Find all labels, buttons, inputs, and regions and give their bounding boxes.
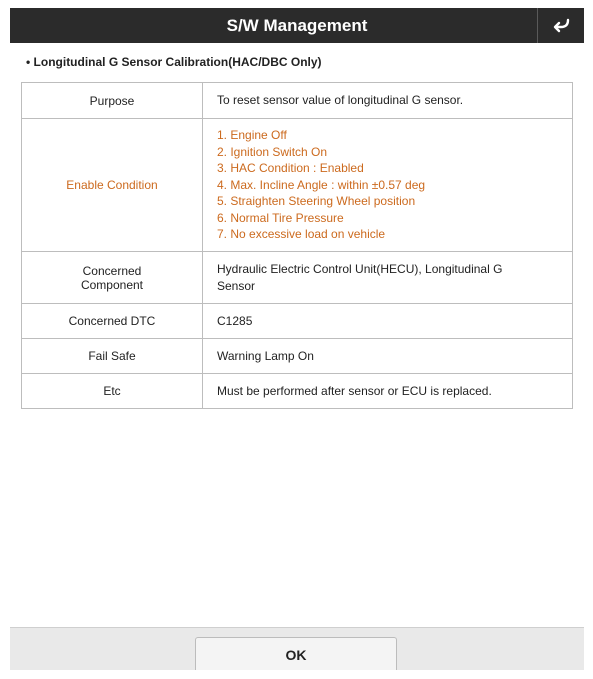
table-row-fail-safe <box>22 339 573 374</box>
row-value: C1285 <box>203 304 573 339</box>
row-label: Fail Safe <box>22 339 203 374</box>
row-label <box>22 252 203 304</box>
row-label: Enable Condition <box>22 119 203 252</box>
condition-item: 3. HAC Condition : Enabled <box>217 161 364 176</box>
row-value-line: Sensor <box>217 278 256 293</box>
condition-list <box>203 119 573 252</box>
table-row-purpose <box>22 83 573 119</box>
row-label: Etc <box>22 374 203 409</box>
section-title: • Longitudinal G Sensor Calibration(HAC/DBC Only) <box>26 55 322 69</box>
row-label: Concerned DTC <box>22 304 203 339</box>
condition-item: 6. Normal Tire Pressure <box>217 210 344 225</box>
back-button[interactable] <box>537 8 584 43</box>
row-value <box>203 252 573 304</box>
row-label-line: Component <box>80 277 144 292</box>
condition-item: 7. No excessive load on vehicle <box>217 227 386 242</box>
row-label-line: Concerned <box>82 263 142 278</box>
table-row-etc <box>22 374 573 409</box>
ok-button[interactable]: OK <box>195 637 397 670</box>
row-label: Purpose <box>22 83 203 119</box>
row-value: Warning Lamp On <box>203 339 573 374</box>
page-title: S/W Management <box>226 16 368 35</box>
table-row-enable-condition <box>22 119 573 252</box>
table-row-concerned-component <box>22 252 573 304</box>
row-value: To reset sensor value of longitudinal G sensor. <box>203 83 573 119</box>
footer-bar <box>10 627 584 670</box>
row-value: Must be performed after sensor or ECU is replaced. <box>203 374 573 409</box>
title-bar <box>10 8 584 43</box>
info-table <box>21 82 573 409</box>
condition-item: 1. Engine Off <box>217 128 287 143</box>
return-arrow-icon <box>551 18 571 34</box>
condition-item: 2. Ignition Switch On <box>217 144 328 159</box>
condition-item: 4. Max. Incline Angle : within ±0.57 deg <box>217 177 426 192</box>
condition-item: 5. Straighten Steering Wheel position <box>217 194 416 209</box>
row-value-line: Hydraulic Electric Control Unit(HECU), Longitudinal G <box>217 261 503 276</box>
table-row-concerned-dtc <box>22 304 573 339</box>
